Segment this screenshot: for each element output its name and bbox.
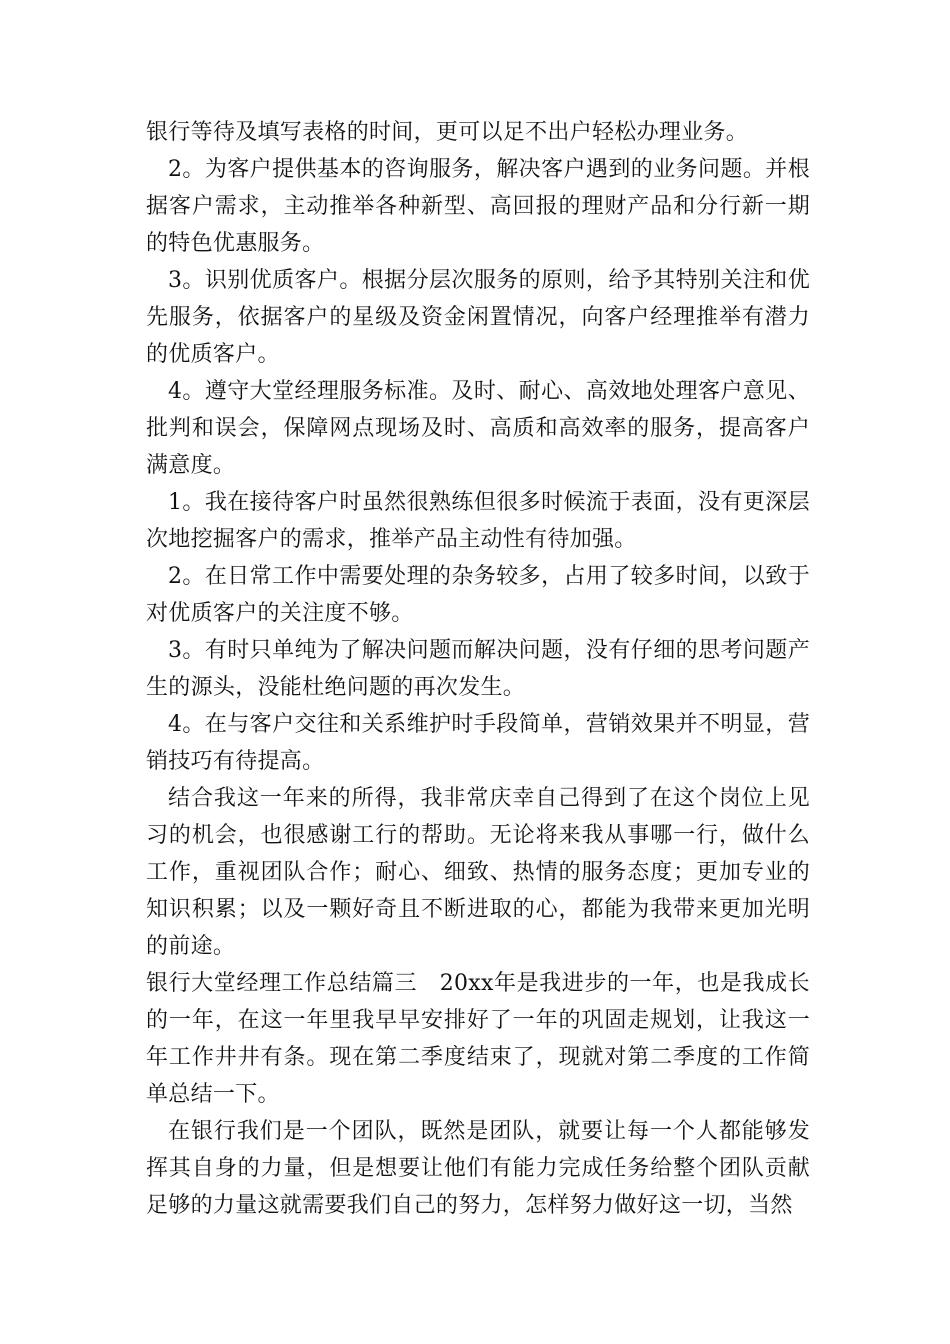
section-heading-paragraph: 银行大堂经理工作总结篇三 20xx年是我进步的一年，也是我成长的一年，在这一年里我早早安排好了一年的巩固走规划，让我这一年工作井井有条。现在第二季度结束了，现就对第二季度的工作简单总结一下。 bbox=[146, 971, 810, 1107]
paragraph: 银行等待及填写表格的时间，更可以足不出户轻松办理业务。 bbox=[146, 120, 749, 145]
paragraph: 4。在与客户交往和关系维护时手段简单，营销效果并不明显，营销技巧有待提高。 bbox=[146, 712, 810, 774]
paragraph: 3。识别优质客户。根据分层次服务的原则，给予其特别关注和优先服务，依据客户的星级及资金闲置情况，向客户经理推举有潜力的优质客户。 bbox=[146, 268, 810, 367]
paragraph: 结合我这一年来的所得，我非常庆幸自己得到了在这个岗位上见习的机会，也很感谢工行的帮助。无论将来我从事哪一行，做什么工作，重视团队合作；耐心、细致、热情的服务态度；更加专业的知识积累；以及一颗好奇且不断进取的心，都能为我带来更加光明的前途。 bbox=[146, 786, 810, 959]
paragraph: 3。有时只单纯为了解决问题而解决问题，没有仔细的思考问题产生的源头，没能杜绝问题的再次发生。 bbox=[146, 638, 810, 700]
paragraph: 2。为客户提供基本的咨询服务，解决客户遇到的业务问题。并根据客户需求，主动推举各种新型、高回报的理财产品和分行新一期的特色优惠服务。 bbox=[146, 157, 810, 256]
paragraph: 在银行我们是一个团队，既然是团队，就要让每一个人都能够发挥其自身的力量，但是想要让他们有能力完成任务给整个团队贡献足够的力量这就需要我们自己的努力，怎样努力做好这一切，当然 bbox=[146, 1119, 810, 1218]
paragraph: 1。我在接待客户时虽然很熟练但很多时候流于表面，没有更深层次地挖掘客户的需求，推举产品主动性有待加强。 bbox=[146, 490, 810, 552]
paragraph: 4。遵守大堂经理服务标准。及时、耐心、高效地处理客户意见、批判和误会，保障网点现场及时、高质和高效率的服务，提高客户满意度。 bbox=[146, 379, 810, 478]
paragraph: 2。在日常工作中需要处理的杂务较多，占用了较多时间，以致于对优质客户的关注度不够。 bbox=[146, 564, 810, 626]
document-body bbox=[146, 114, 810, 1224]
